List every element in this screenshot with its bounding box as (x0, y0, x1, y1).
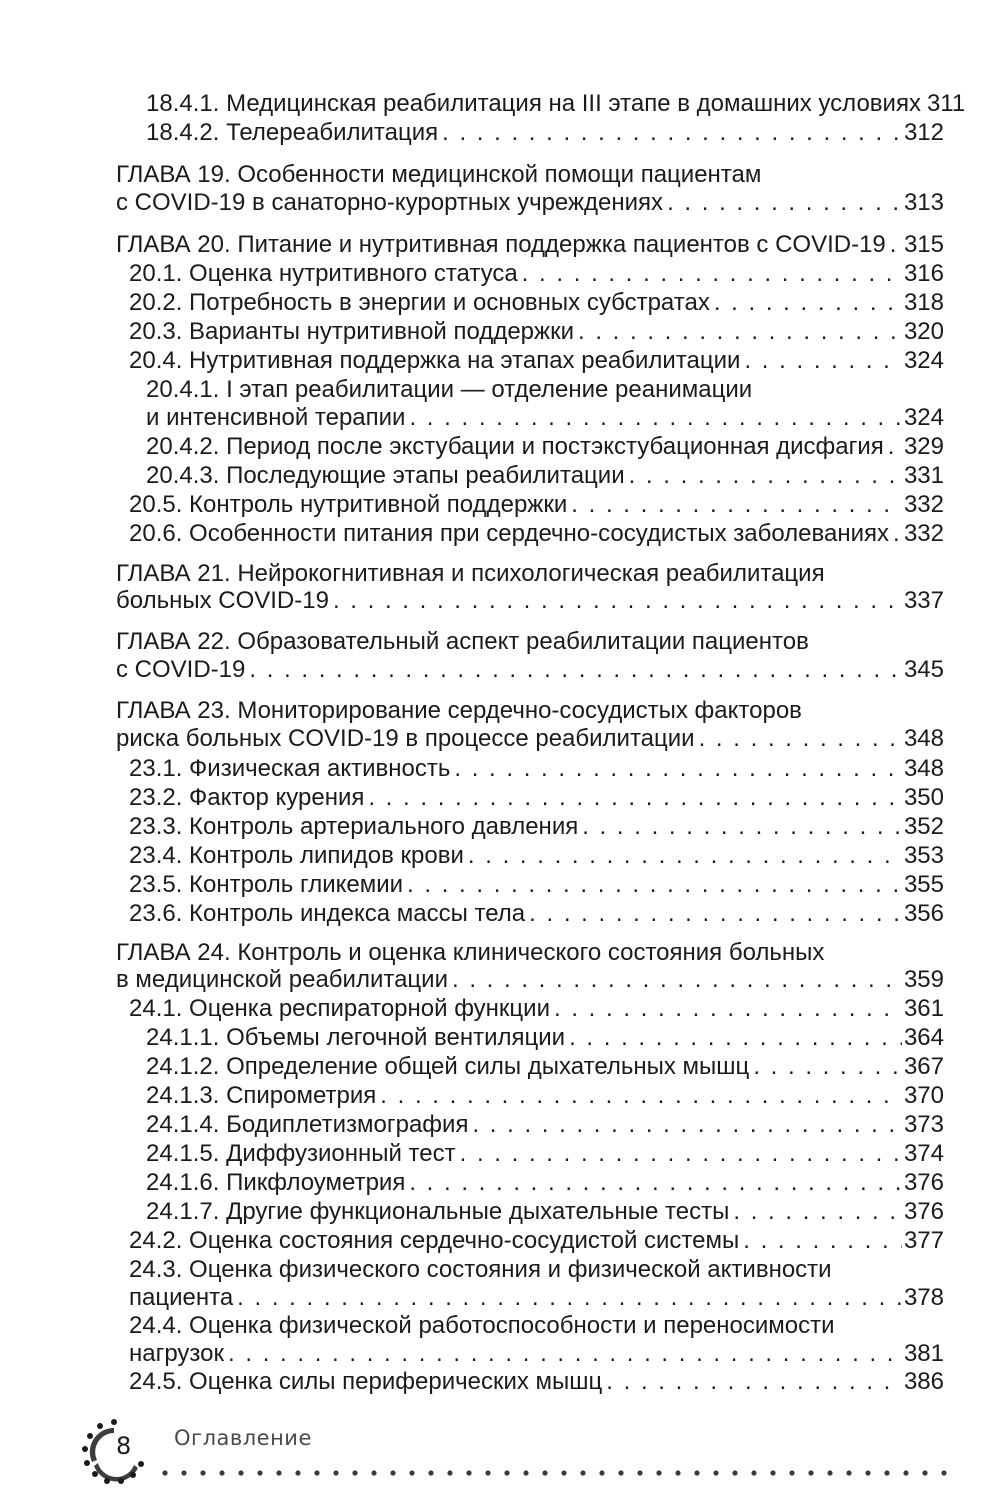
footer-dot (523, 1470, 528, 1475)
toc-entry-text: пациента (129, 1284, 234, 1311)
toc-entry-text: 24.1.6. Пикфлоуметрия (146, 1169, 406, 1196)
footer-dot (618, 1470, 623, 1475)
footer-dot (884, 1470, 889, 1475)
toc-entry-24-1-3[interactable] (0, 1082, 1000, 1110)
toc-page-number: 337 (903, 587, 944, 614)
footer-dot (333, 1470, 338, 1475)
toc-entry-20-4-1-title[interactable] (0, 376, 1000, 404)
toc-entry-text: в медицинской реабилитации (116, 966, 448, 993)
toc-page-number: 320 (903, 318, 944, 345)
toc-page-number: 361 (903, 995, 944, 1022)
dot-leader (448, 966, 902, 994)
footer-dot (238, 1470, 243, 1475)
toc-entry-text: 24.4. Оценка физической работоспособности и переносимости (129, 1312, 835, 1339)
toc-entry-text: 23.1. Физическая активность (129, 755, 451, 782)
dot-leader (224, 1340, 902, 1368)
footer-dot (314, 1470, 319, 1475)
toc-entry-text: 20.4.1. I этап реабилитации — отделение реанимации (146, 376, 753, 403)
toc-entry-text: 24.1.3. Спирометрия (146, 1082, 377, 1109)
footer-dot (846, 1470, 851, 1475)
dot-leader (456, 1140, 902, 1168)
footer-dot (770, 1470, 775, 1475)
footer-dot (181, 1470, 186, 1475)
virus-icon (78, 1416, 150, 1488)
toc-page-number: 386 (903, 1368, 944, 1395)
toc-page-number: 378 (903, 1284, 944, 1311)
toc-entry-text: ГЛАВА 24. Контроль и оценка клинического состояния больных (116, 939, 825, 966)
toc-entry-23-1[interactable] (0, 755, 1000, 783)
toc-entry-text: 20.4. Нутритивная поддержка на этапах реабилитации (129, 347, 741, 374)
dot-leader (438, 119, 902, 147)
toc-entry-text: 24.1.5. Диффузионный тест (146, 1140, 456, 1167)
dot-leader (567, 491, 902, 519)
footer-dot (485, 1470, 490, 1475)
toc-chapter-22[interactable] (0, 656, 1000, 684)
toc-page-number: 353 (903, 842, 944, 869)
dot-leader (550, 995, 902, 1023)
footer-dot (371, 1470, 376, 1475)
toc-entry-text: нагрузок (129, 1340, 225, 1367)
dot-leader (710, 289, 902, 317)
toc-entry-24-1-7[interactable] (0, 1198, 1000, 1226)
toc-chapter-24[interactable] (0, 966, 1000, 994)
toc-entry-text: 18.4.1. Медицинская реабилитация на III этапе в домашних условиях (146, 90, 921, 117)
footer-dot (599, 1470, 604, 1475)
toc-entry-24-1-6[interactable] (0, 1169, 1000, 1197)
toc-entry-24-1-5[interactable] (0, 1140, 1000, 1168)
toc-entry-text: с COVID-19 в санаторно-курортных учреждениях (116, 189, 664, 216)
toc-entry-23-5[interactable] (0, 871, 1000, 899)
footer-dot (713, 1470, 718, 1475)
toc-entry-24-4-title[interactable] (0, 1312, 1000, 1340)
footer-dot (865, 1470, 870, 1475)
toc-entry-20-1[interactable] (0, 260, 1000, 288)
toc-entry-23-6[interactable] (0, 900, 1000, 928)
footer-dot (656, 1470, 661, 1475)
footer-dot (580, 1470, 585, 1475)
toc-entry-23-4[interactable] (0, 842, 1000, 870)
toc-entry-18-4-2[interactable] (0, 119, 1000, 147)
toc-entry-text: 24.1.7. Другие функциональные дыхательные тесты (146, 1198, 730, 1225)
dot-leader (578, 813, 902, 841)
footer-dot (200, 1470, 205, 1475)
toc-chapter-22-title[interactable] (0, 628, 1000, 656)
dot-leader (663, 189, 902, 217)
toc-page-number: 350 (903, 784, 944, 811)
toc-entry-text: ГЛАВА 21. Нейрокогнитивная и психологическая реабилитация (116, 560, 825, 587)
page-number: 8 (116, 1432, 132, 1460)
toc-entry-text: 24.1. Оценка респираторной функции (129, 995, 550, 1022)
dot-leader (525, 900, 902, 928)
footer-dot (276, 1470, 281, 1475)
toc-page-number: 359 (903, 966, 944, 993)
footer-dot (903, 1470, 908, 1475)
toc-entry-text: 18.4.2. Телереабилитация (146, 119, 439, 146)
toc-entry-text: 20.4.3. Последующие этапы реабилитации (146, 462, 625, 489)
toc-page-number: 324 (903, 347, 944, 374)
footer-dot (694, 1470, 699, 1475)
footer-dot (219, 1470, 224, 1475)
toc-page-number: 311 (926, 90, 966, 117)
toc-page-number: 355 (903, 871, 944, 898)
toc-entry-text: ГЛАВА 20. Питание и нутритивная поддержка пациентов с COVID-19 (116, 231, 886, 258)
toc-entry-text: 24.1.2. Определение общей силы дыхательных мышц (146, 1053, 750, 1080)
toc-page-number: 376 (903, 1169, 944, 1196)
toc-entry-text: 24.5. Оценка силы периферических мышц (129, 1368, 603, 1395)
toc-entry-18-4-1[interactable] (0, 90, 1000, 118)
decorative-dot-line (160, 1468, 950, 1478)
toc-entry-20-4-3[interactable] (0, 462, 1000, 490)
toc-entry-24-1-4[interactable] (0, 1111, 1000, 1139)
toc-page-number: 329 (903, 433, 944, 460)
toc-chapter-19[interactable] (0, 189, 1000, 217)
toc-entry-20-4[interactable] (0, 347, 1000, 375)
toc-entry-24-2[interactable] (0, 1227, 1000, 1255)
footer-dot (295, 1470, 300, 1475)
dot-leader (574, 318, 902, 346)
toc-entry-text: риска больных COVID-19 в процессе реабилитации (116, 725, 695, 752)
toc-entry-text: 23.3. Контроль артериального давления (129, 813, 579, 840)
dot-leader (376, 1082, 902, 1110)
footer-dot (352, 1470, 357, 1475)
toc-entry-text: 24.2. Оценка состояния сердечно-сосудистой системы (129, 1227, 740, 1254)
toc-entry-text: 20.2. Потребность в энергии и основных субстратах (129, 289, 710, 316)
dot-leader (740, 347, 901, 375)
toc-entry-24-3-title[interactable] (0, 1256, 1000, 1284)
toc-entry-text: 20.5. Контроль нутритивной поддержки (129, 491, 568, 518)
toc-entry-text: 20.4.2. Период после экстубации и постэкстубационная дисфагия (146, 433, 884, 460)
toc-chapter-24-title[interactable] (0, 939, 1000, 967)
toc-page-number: 316 (903, 260, 944, 287)
footer-dot (732, 1470, 737, 1475)
toc-page-number: 318 (903, 289, 944, 316)
dot-leader (749, 1053, 902, 1081)
dot-leader (884, 433, 902, 461)
toc-page-number: 364 (903, 1024, 944, 1051)
footer-dot (941, 1470, 946, 1475)
footer-dot (447, 1470, 452, 1475)
toc-page-number: 356 (903, 900, 944, 927)
footer-dot (504, 1470, 509, 1475)
toc-page-number: 324 (903, 404, 944, 431)
toc-entry-23-3[interactable] (0, 813, 1000, 841)
toc-page-number: 332 (903, 491, 944, 518)
footer-dot (675, 1470, 680, 1475)
dot-leader (565, 1024, 902, 1052)
toc-entry-text: 24.3. Оценка физического состояния и физической активности (129, 1256, 832, 1283)
dot-leader (739, 1227, 902, 1255)
toc-entry-24-1-1[interactable] (0, 1024, 1000, 1052)
toc-entry-text: 23.4. Контроль липидов крови (129, 842, 464, 869)
footer-dot (409, 1470, 414, 1475)
toc-entry-text: ГЛАВА 19. Особенности медицинской помощи пациентам (116, 161, 762, 188)
toc-page-number: 377 (903, 1227, 944, 1254)
toc-chapter-20[interactable] (0, 231, 1000, 259)
dot-leader (329, 587, 902, 615)
toc-page-number: 352 (903, 813, 944, 840)
footer-dot (637, 1470, 642, 1475)
dot-leader (364, 784, 902, 812)
toc-entry-24-1[interactable] (0, 995, 1000, 1023)
dot-leader (729, 1198, 902, 1226)
toc-page-number: 348 (903, 725, 944, 752)
dot-leader (625, 462, 902, 490)
toc-entry-20-3[interactable] (0, 318, 1000, 346)
toc-entry-text: 23.2. Фактор курения (129, 784, 365, 811)
toc-entry-text: 23.6. Контроль индекса массы тела (129, 900, 526, 927)
toc-page-number: 348 (903, 755, 944, 782)
toc-entry-24-5[interactable] (0, 1368, 1000, 1396)
dot-leader (464, 842, 902, 870)
toc-entry-text: ГЛАВА 23. Мониторирование сердечно-сосудистых факторов (116, 697, 802, 724)
toc-entry-24-1-2[interactable] (0, 1053, 1000, 1081)
toc-chapter-21-title[interactable] (0, 560, 1000, 588)
dot-leader (233, 1284, 902, 1312)
dot-leader (886, 231, 902, 259)
toc-entry-24-4[interactable] (0, 1340, 1000, 1368)
footer-dot (466, 1470, 471, 1475)
footer-dot (542, 1470, 547, 1475)
toc-page-number: 331 (903, 462, 944, 489)
dot-leader (405, 404, 901, 432)
toc-chapter-19-title[interactable] (0, 161, 1000, 189)
toc-entry-20-6[interactable] (0, 520, 1000, 548)
toc-page-number: 313 (903, 189, 944, 216)
dot-leader (518, 260, 902, 288)
toc-page-number: 374 (903, 1140, 944, 1167)
toc-entry-text: 24.1.1. Объемы легочной вентиляции (146, 1024, 566, 1051)
toc-entry-text: 20.6. Особенности питания при сердечно-сосудистых заболеваниях (129, 520, 889, 547)
toc-entry-text: с COVID-19 (116, 656, 246, 683)
toc-page-number: 312 (903, 119, 944, 146)
toc-chapter-21[interactable] (0, 587, 1000, 615)
running-header-title: Оглавление (174, 1426, 312, 1450)
toc-entry-24-3[interactable] (0, 1284, 1000, 1312)
toc-entry-text: 23.5. Контроль гликемии (129, 871, 404, 898)
toc-entry-text: ГЛАВА 22. Образовательный аспект реабилитации пациентов (116, 628, 809, 655)
toc-entry-20-4-2[interactable] (0, 433, 1000, 461)
toc-entry-text: 20.3. Варианты нутритивной поддержки (129, 318, 574, 345)
footer-dot (922, 1470, 927, 1475)
footer-dot (561, 1470, 566, 1475)
dot-leader (403, 871, 902, 899)
footer-dot (257, 1470, 262, 1475)
toc-entry-20-5[interactable] (0, 491, 1000, 519)
toc-entry-text: больных COVID-19 (116, 587, 329, 614)
toc-page-number: 345 (903, 656, 944, 683)
dot-leader (889, 520, 902, 548)
footer-dot (390, 1470, 395, 1475)
toc-entry-text: и интенсивной терапии (146, 404, 406, 431)
toc-page-number: 381 (903, 1340, 944, 1367)
toc-entry-20-2[interactable] (0, 289, 1000, 317)
footer-dot (827, 1470, 832, 1475)
toc-entry-23-2[interactable] (0, 784, 1000, 812)
toc-page-number: 332 (903, 520, 944, 547)
dot-leader (245, 656, 902, 684)
footer-dot (428, 1470, 433, 1475)
toc-entry-20-4-1[interactable] (0, 404, 1000, 432)
toc-page-number: 367 (903, 1053, 944, 1080)
dot-leader (468, 1111, 902, 1139)
footer-dot (789, 1470, 794, 1475)
toc-page-number: 370 (903, 1082, 944, 1109)
toc-chapter-23-title[interactable] (0, 697, 1000, 725)
toc-entry-text: 20.1. Оценка нутритивного статуса (129, 260, 518, 287)
dot-leader (602, 1368, 902, 1396)
footer-dot (162, 1470, 167, 1475)
footer-dot (751, 1470, 756, 1475)
toc-chapter-23[interactable] (0, 725, 1000, 753)
toc-page-number: 373 (903, 1111, 944, 1138)
footer-dot (808, 1470, 813, 1475)
toc-page-number: 315 (903, 231, 944, 258)
dot-leader (405, 1169, 902, 1197)
toc-entry-text: 24.1.4. Бодиплетизмография (146, 1111, 469, 1138)
dot-leader (695, 725, 902, 753)
dot-leader (450, 755, 902, 783)
toc-page-number: 376 (903, 1198, 944, 1225)
